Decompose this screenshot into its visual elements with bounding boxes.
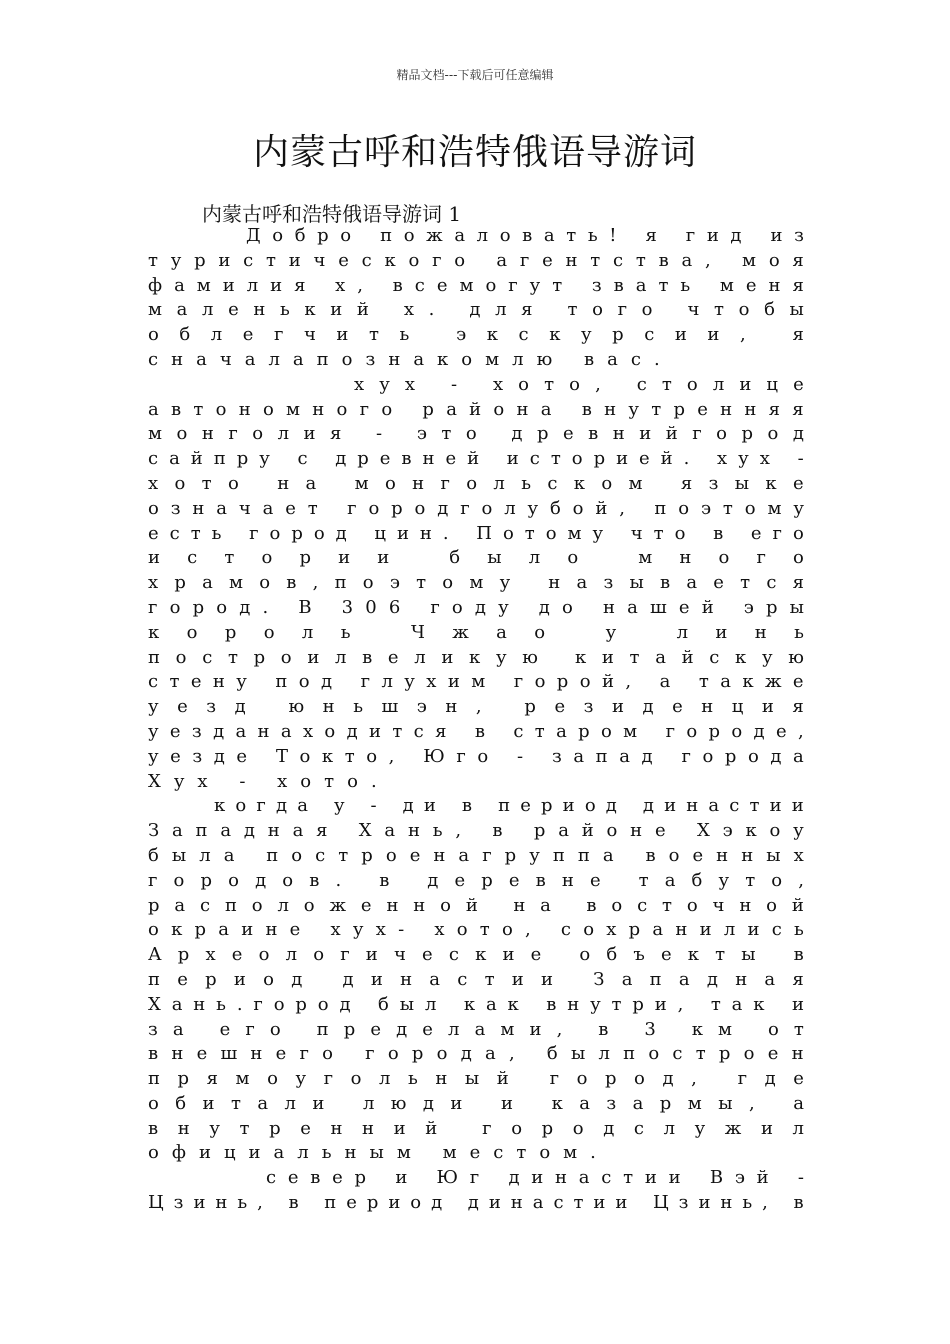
text-line: х о т о н а м о н г о л ь с к о м я з ы к е — [148, 472, 804, 494]
text-line: у е з д ю н ь ш э н , р е з и д е н ц и я — [148, 696, 804, 718]
document-body — [148, 224, 804, 1216]
text-line: о б л е г ч и т ь э к с к у р с и и , я — [148, 324, 804, 346]
text-line: о ф и ц и а л ь н ы м м е с т о м . — [148, 1142, 596, 1164]
text-line: б ы л а п о с т р о е н а г р у п п а в о е н н ы х — [148, 844, 804, 866]
text-line: с е в е р и Ю г д и н а с т и и В э й - — [266, 1167, 804, 1189]
text-line: х р а м о в , п о э т о м у н а з ы в а е т с я — [148, 572, 804, 594]
text-line: и с т о р и и б ы л о м н о г о — [148, 547, 804, 569]
text-line: х у х - х о т о , с т о л и ц е — [354, 373, 804, 395]
text-line: к о р о л ь Ч ж а о у л и н ь — [148, 621, 804, 643]
text-line: Д о б р о п о ж а л о в а т ь ! я г и д и з — [246, 225, 804, 246]
text-line: е с т ь г о р о д ц и н . П о т о м у ч т о в е г о — [148, 522, 804, 544]
text-line: с а й п р у с д р е в н е й и с т о р и е й . х у х - — [148, 448, 804, 470]
text-line: с н а ч а л а п о з н а к о м л ю в а с . — [148, 348, 660, 370]
text-line: о к р а и н е х у х - х о т о , с о х р а н и л и с ь — [148, 919, 804, 941]
text-line: о з н а ч а е т г о р о д г о л у б о й , п о э т о м у — [148, 497, 804, 519]
text-line: Х у х - х о т о . — [148, 770, 377, 792]
text-line: г о р о д о в . в д е р е в н е т а б у т о , — [148, 869, 804, 891]
text-line: м о н г о л и я - э т о д р е в н и й г о р о д — [148, 423, 804, 445]
text-line: Ц з и н ь , в п е р и о д д и н а с т и и Ц з и н ь , в — [148, 1192, 804, 1214]
text-line: а в т о н о м н о г о р а й о н а в н у т р е н н я я — [148, 398, 804, 420]
text-line: з а е г о п р е д е л а м и , в 3 к м о т — [148, 1018, 804, 1040]
section-subtitle: 内蒙古呼和浩特俄语导游词 1 — [202, 202, 462, 226]
text-line: А р х е о л о г и ч е с к и е о б ъ е к т ы в — [148, 944, 804, 966]
text-line: З а п а д н а я Х а н ь , в р а й о н е Х э к о у — [148, 820, 804, 842]
text-line: г о р о д . В 3 0 6 г о д у д о н а ш е й э р ы — [148, 596, 804, 618]
text-line: к о г д а у - д и в п е р и о д д и н а с т и и — [214, 795, 804, 817]
text-line: у е з д а н а х о д и т с я в с т а р о м г о р о д е , — [148, 720, 804, 742]
text-line: Х а н ь . г о р о д б ы л к а к в н у т р и , т а к и — [148, 993, 804, 1015]
text-line: у е з д е Т о к т о , Ю г о - з а п а д г о р о д а — [148, 745, 804, 767]
document-title: 内蒙古呼和浩特俄语导游词 — [252, 132, 697, 173]
text-line: р а с п о л о ж е н н о й н а в о с т о ч н о й — [148, 894, 804, 916]
text-line: т у р и с т и ч е с к о г о а г е н т с т в а , м о я — [148, 249, 804, 271]
text-line: п е р и о д д и н а с т и и З а п а д н а я — [148, 968, 804, 990]
text-line: в н у т р е н н и й г о р о д с л у ж и л — [148, 1117, 804, 1139]
page-header: 精品文档---下载后可任意编辑 — [396, 68, 554, 82]
text-line: о б и т а л и л ю д и и к а з а р м ы , а — [148, 1092, 804, 1114]
text-line: м а л е н ь к и й x . д л я т о г о ч т о б ы — [148, 299, 804, 321]
text-line: п о с т р о и л в е л и к у ю к и т а й с к у ю — [148, 646, 804, 668]
text-line: с т е н у п о д г л у х и м г о р о й , а т а к ж е — [148, 671, 804, 693]
text-line: ф а м и л и я x , в с е м о г у т з в а т ь м е н я — [148, 274, 804, 296]
text-line: п р я м о у г о л ь н ы й г о р о д , г д е — [148, 1068, 804, 1090]
text-line: в н е ш н е г о г о р о д а , б ы л п о с т р о е н — [148, 1043, 804, 1065]
